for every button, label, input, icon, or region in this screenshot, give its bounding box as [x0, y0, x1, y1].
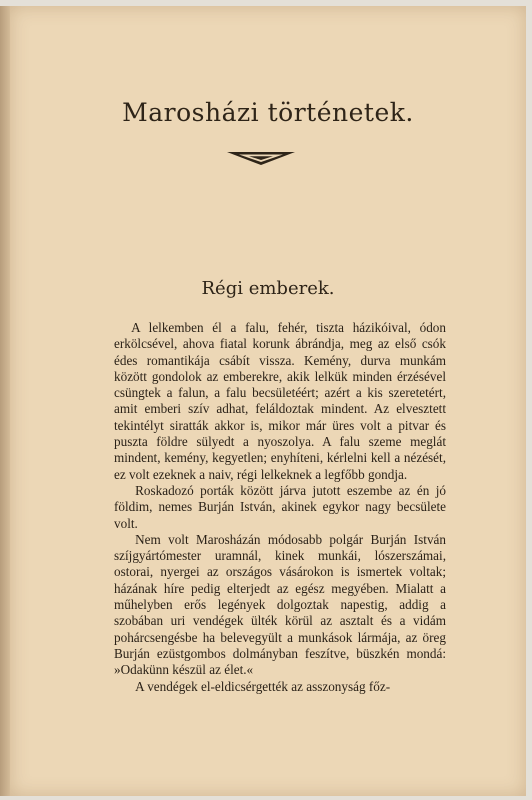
paragraph: A vendégek el-eldicsérgették az asszonyság főz-	[135, 678, 391, 694]
section-title: Régi emberek.	[201, 278, 335, 299]
ornament-icon	[225, 149, 297, 167]
paragraph: Roskadozó porták között járva jutott eszembe az én jó földim, nemes Burján István, akinek egykor nagy becsülete volt.	[114, 482, 446, 531]
book-page	[10, 6, 526, 796]
page-title: Marosházi történetek.	[122, 98, 414, 127]
paragraph: A lelkemben él a falu, fehér, tiszta házikóival, ódon erkölcsével, ahova fiatal korunk ábrándja, meg az első csók édes romantikája csábít vissza. Kemény, durva munkám között gondolok az emberekre, akik lelkük minden érzésével csüngtek a falun, a falu becsületéért; azért a kis szeretetért, amit emberi szív adhat, feláldoztak mindent. Az elvesztett tekintélyt siratták akkor is, mikor már üres volt a pitvar és puszta földre sülyedt a nyoszolya. A falu szeme meglát mindent, kemény, kegyetlen; enyhíteni, kérlelni kell a nézését, ez volt ezeknek a naiv, régi lelkeknek a legfőbb gondja.	[114, 320, 446, 482]
body-text	[114, 320, 446, 695]
paragraph: Nem volt Marosházán módosabb polgár Burján István szíjgyártómester uramnál, kinek munkái, lószerszámai, ostorai, nyergei az országos vásárokon is ismertek voltak; házának híre pedig elterjedt az egész megyében. Mialatt a műhelyben erős legények dolgoztak napestig, addig a szobában uri vendégek ülték körül az asztalt és a vidám pohárcsengésbe ha belevegyült a munkások lármája, az öreg Burján ezüstgombos dolmányban feszítve, büszkén mondá: »Odakünn készül az élet.«	[114, 531, 446, 678]
